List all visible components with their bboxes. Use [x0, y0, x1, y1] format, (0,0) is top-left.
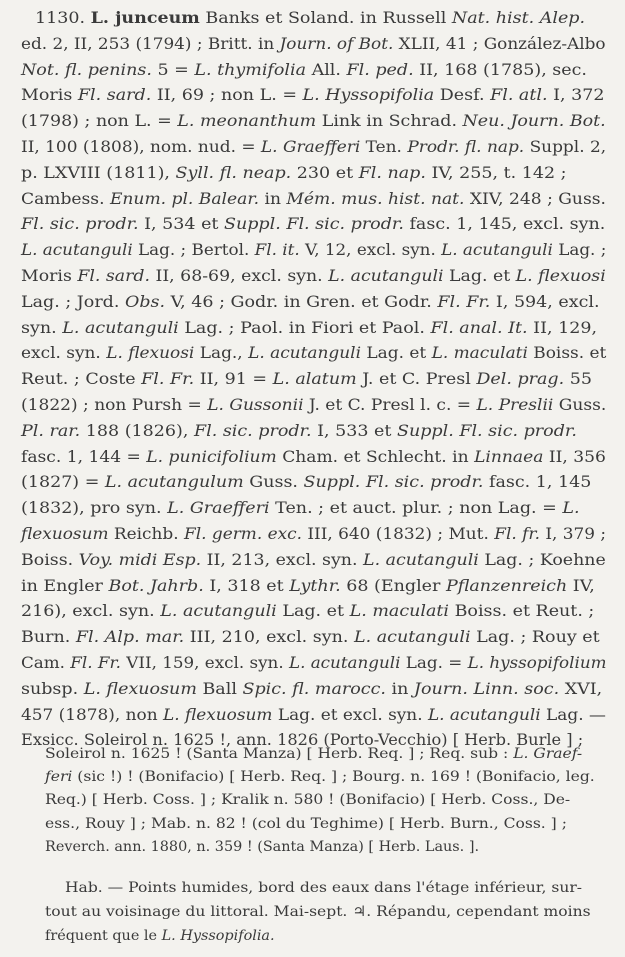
italic-citation: L. acutangulum [104, 472, 244, 492]
italic-citation: Fl. fr. [494, 524, 540, 543]
italic-citation: L. acutanguli [328, 266, 444, 285]
text-run: in [385, 678, 414, 698]
text-line [21, 60, 587, 79]
text-run: fasc. 1, 145 [483, 472, 592, 492]
italic-citation: L. acutanguli [354, 627, 471, 647]
text-line [21, 240, 606, 259]
text-line [21, 395, 606, 414]
italic-citation: L. thymifolia [194, 59, 307, 79]
text-line [21, 343, 606, 362]
italic-citation: L. acutanguli [288, 653, 401, 672]
text-run: XLII, 41 ; González-Albo [393, 33, 606, 53]
text-run: J. et C. Presl l. c. = [303, 395, 477, 414]
text-run: syn. [21, 317, 63, 337]
italic-citation: feri [45, 769, 73, 786]
text-line [21, 34, 606, 53]
text-run: I, 379 ; [539, 524, 607, 543]
italic-citation: Fl. sic. prodr. [21, 214, 139, 234]
text-run: Moris [21, 85, 78, 105]
italic-citation: Fl. sard. [77, 266, 150, 285]
text-line [35, 8, 585, 27]
italic-citation: L. acutanguli [363, 549, 479, 569]
italic-citation: L. acutanguli [248, 343, 362, 363]
text-run: II, 91 = [194, 369, 273, 389]
text-run: Desf. [434, 85, 491, 105]
text-run: Lag., [194, 343, 249, 363]
text-run: I, 534 et [138, 214, 225, 234]
italic-citation: L. Gussonii [207, 395, 304, 414]
text-run: Lag. et [361, 343, 432, 363]
text-run: J. et C. Presl [356, 369, 477, 389]
italic-citation: L. acutanguli [21, 240, 133, 260]
text-run: Boiss. et [527, 343, 607, 363]
italic-citation: L. Graefferi [260, 137, 361, 156]
text-line [21, 137, 606, 156]
text-run: Reichb. [108, 524, 184, 543]
text-run: Guss. [243, 472, 304, 492]
text-run: (1827) = [21, 472, 105, 492]
italic-citation: L. acutanguli [427, 704, 541, 724]
italic-citation: L. Graef- [513, 746, 583, 762]
italic-citation: L. flexuosum [162, 704, 273, 724]
text-run: V, 46 ; Godr. in Gren. et Godr. [165, 291, 438, 311]
text-line [21, 550, 606, 569]
text-run: II, 100 (1808), nom. nud. = [21, 137, 261, 156]
text-run: Burn. [21, 627, 76, 647]
text-run: Ten. ; et auct. plur. ; non Lag. = [269, 498, 563, 518]
text-run: I, 533 et [311, 420, 397, 440]
text-run: Lag. ; Jord. [21, 291, 125, 311]
text-run: Cam. [21, 653, 71, 672]
text-line [21, 601, 594, 620]
text-run: in [259, 188, 287, 208]
italic-citation: L. Hyssopifolia. [161, 927, 275, 944]
text-run: IV, 255, t. 142 ; [425, 162, 567, 182]
italic-citation: Fl. sic. prodr. [193, 420, 312, 440]
italic-citation: Nat. hist. Alep. [451, 8, 586, 27]
italic-citation: Fl. atl. [490, 85, 548, 105]
text-line [21, 214, 605, 233]
text-run: Guss. [553, 395, 607, 414]
text-line [21, 421, 577, 440]
text-run: subsp. [21, 678, 84, 698]
text-run: Req.) [ Herb. Coss. ] ; Kralik n. 580 ! (Bonifacio) [ Herb. Coss., De- [45, 792, 571, 809]
italic-citation: Bot. Jahrb. [108, 575, 204, 595]
text-run: Moris [21, 266, 78, 285]
text-line [65, 880, 582, 896]
italic-citation: Voy. midi Esp. [78, 549, 202, 569]
text-run: II, 68-69, excl. syn. [149, 266, 329, 285]
text-run: Hab. — Points humides, bord des eaux dans l'étage inférieur, sur- [65, 880, 583, 896]
text-run: XIV, 248 ; Guss. [464, 188, 606, 208]
text-run: I, 594, excl. [490, 291, 600, 311]
text-run: 55 [564, 369, 592, 389]
italic-citation: Pflanzenreich [445, 575, 568, 595]
text-run: (1798) ; non L. = [21, 111, 178, 131]
text-run: Lag. et excl. syn. [272, 704, 428, 724]
text-line [45, 928, 275, 944]
text-line [21, 85, 604, 104]
italic-citation: Fl. sard. [77, 85, 152, 105]
text-run: I, 372 [547, 85, 605, 105]
text-run: 216), excl. syn. [21, 601, 161, 621]
text-run: V, 12, excl. syn. [299, 240, 442, 260]
text-line [21, 705, 606, 724]
text-line [45, 746, 582, 762]
italic-citation: Fl. Alp. mar. [75, 627, 185, 647]
italic-citation: Pl. rar. [21, 420, 81, 440]
italic-citation: flexuosum [21, 524, 109, 543]
text-line [21, 292, 600, 311]
italic-citation: L. maculati [431, 343, 528, 363]
text-line [21, 369, 592, 388]
italic-citation: Fl. germ. exc. [183, 524, 302, 543]
text-run: 68 (Engler [340, 575, 446, 595]
text-run: II, 129, [527, 317, 598, 337]
text-run: p. LXVIII (1811), [21, 162, 176, 182]
italic-citation: L. acutanguli [160, 601, 277, 621]
text-run: Lag. = [400, 653, 468, 672]
text-line [21, 498, 580, 517]
text-run: (1832), pro syn. [21, 498, 168, 518]
text-run: II, 356 [543, 446, 606, 466]
italic-citation: L. meonanthum [177, 111, 317, 131]
text-run: Banks et Soland. in Russell [199, 8, 452, 27]
italic-citation: L. maculati [349, 601, 450, 621]
text-run: Exsicc. Soleirol n. 1625 !, ann. 1826 (Porto-Vecchio) [ Herb. Burle ] ; [21, 730, 584, 750]
species-name: L. junceum [90, 8, 200, 27]
text-run: VII, 159, excl. syn. [120, 653, 289, 672]
italic-citation: Enum. pl. Balear. [109, 188, 260, 208]
text-run: Lag. et [276, 601, 350, 621]
italic-citation: Neu. Journ. Bot. [462, 111, 606, 131]
text-line [21, 576, 595, 595]
text-line [21, 318, 597, 337]
italic-citation: Suppl. Fl. sic. prodr. [396, 420, 577, 440]
italic-citation: L. acutanguli [62, 317, 179, 337]
text-line [21, 163, 567, 182]
italic-citation: Fl. nap. [358, 162, 426, 182]
text-run: tout au voisinage du littoral. Mai-sept. ♃. Répandu, cependant moins [45, 903, 591, 920]
italic-citation: L. flexuosi [106, 343, 195, 363]
text-run: Reut. ; Coste [21, 369, 142, 389]
text-run: 188 (1826), [80, 420, 194, 440]
text-run: 1130. [35, 8, 91, 27]
text-line [21, 189, 606, 208]
italic-citation: Mém. mus. hist. nat. [286, 188, 465, 208]
text-run: fasc. 1, 144 = [21, 446, 147, 466]
italic-citation: L. flexuosum [83, 678, 197, 698]
text-run: II, 168 (1785), sec. [413, 59, 587, 79]
text-run: Reverch. ann. 1880, n. 359 ! (Santa Manza) [ Herb. Laus. ]. [45, 838, 480, 855]
italic-citation: Lythr. [289, 575, 341, 595]
text-line [21, 627, 600, 646]
text-run: ed. 2, II, 253 (1794) ; Britt. in [21, 33, 280, 53]
text-run: excl. syn. [21, 343, 107, 363]
text-run: Lag. ; Rouy et [470, 627, 600, 647]
text-line [21, 679, 602, 698]
text-run: fasc. 1, 145, excl. syn. [403, 214, 606, 234]
italic-citation: Not. fl. penins. [21, 59, 152, 79]
italic-citation: Del. prag. [476, 369, 565, 389]
italic-citation: L. Preslii [476, 395, 554, 414]
text-run: Lag. ; Bertol. [132, 240, 255, 260]
italic-citation: Linnaea [474, 446, 544, 466]
text-run: fréquent que le [45, 927, 162, 944]
text-run: Link in Schrad. [316, 111, 463, 131]
text-run: Soleirol n. 1625 ! (Santa Manza) [ Herb. Req. ] ; Req. sub : [45, 746, 514, 762]
text-line [21, 524, 606, 543]
text-run: Suppl. 2, [524, 137, 607, 156]
italic-citation: L. alatum [272, 369, 357, 389]
text-run: Cambess. [21, 188, 110, 208]
italic-citation: Fl. it. [254, 240, 300, 260]
text-run: 230 et [291, 162, 359, 182]
text-run: ess., Rouy ] ; Mab. n. 82 ! (col du Teghime) [ Herb. Burn., Coss. ] ; [45, 815, 567, 832]
text-run: (1822) ; non Pursh = [21, 395, 208, 414]
text-run: Ball [196, 678, 243, 698]
text-run: III, 210, excl. syn. [184, 627, 355, 647]
italic-citation: Journ. of Bot. [279, 33, 394, 53]
italic-citation: Obs. [124, 291, 166, 311]
italic-citation: L. hyssopifolium [467, 653, 607, 672]
text-run: XVI, [559, 678, 603, 698]
text-run: (sic !) ! (Bonifacio) [ Herb. Req. ] ; Bourg. n. 169 ! (Bonifacio, leg. [72, 769, 595, 786]
italic-citation: Suppl. Fl. sic. prodr. [224, 214, 404, 234]
italic-citation: Fl. ped. [346, 59, 414, 79]
italic-citation: Fl. Fr. [437, 291, 491, 311]
text-run: Boiss. et Reut. ; [449, 601, 595, 621]
italic-citation: Suppl. Fl. sic. prodr. [303, 472, 484, 492]
italic-citation: Journ. Linn. soc. [413, 678, 560, 698]
italic-citation: Fl. Fr. [70, 653, 121, 672]
text-run: Ten. [360, 137, 408, 156]
text-line [45, 792, 570, 808]
text-run: 457 (1878), non [21, 704, 163, 724]
text-run: Cham. et Schlecht. in [276, 446, 475, 466]
text-line [21, 447, 606, 466]
text-run: Lag. — [540, 704, 606, 724]
text-run: II, 69 ; non L. = [151, 85, 303, 105]
text-run: in Engler [21, 575, 109, 595]
italic-citation: Syll. fl. neap. [175, 162, 292, 182]
italic-citation: L. punicifolium [146, 446, 277, 466]
italic-citation: Fl. anal. It. [430, 317, 528, 337]
text-line [21, 266, 606, 285]
text-run: III, 640 (1832) ; Mut. [301, 524, 495, 543]
text-line [45, 769, 595, 785]
text-line [45, 839, 479, 855]
text-line [45, 816, 567, 832]
text-run: All. [306, 59, 347, 79]
text-run: 5 = [151, 59, 195, 79]
text-line [45, 904, 591, 920]
italic-citation: L. Graefferi [167, 498, 270, 518]
text-run: Lag. et [443, 266, 516, 285]
text-line [21, 472, 591, 491]
text-run: Lag. ; [552, 240, 607, 260]
text-run: IV, [567, 575, 595, 595]
italic-citation: Fl. Fr. [141, 369, 195, 389]
italic-citation: Spic. fl. marocc. [242, 678, 386, 698]
italic-citation: L. flexuosi [515, 266, 606, 285]
italic-citation: L. acutanguli [441, 240, 553, 260]
italic-citation: L. [562, 498, 580, 518]
text-run: Lag. ; Koehne [478, 549, 606, 569]
text-run: I, 318 et [203, 575, 290, 595]
italic-citation: Prodr. fl. nap. [407, 137, 525, 156]
text-line [21, 111, 606, 130]
text-run: II, 213, excl. syn. [201, 549, 364, 569]
text-run: Boiss. [21, 549, 79, 569]
text-line [21, 653, 606, 672]
text-run: Lag. ; Paol. in Fiori et Paol. [178, 317, 431, 337]
italic-citation: L. Hyssopifolia [302, 85, 435, 105]
